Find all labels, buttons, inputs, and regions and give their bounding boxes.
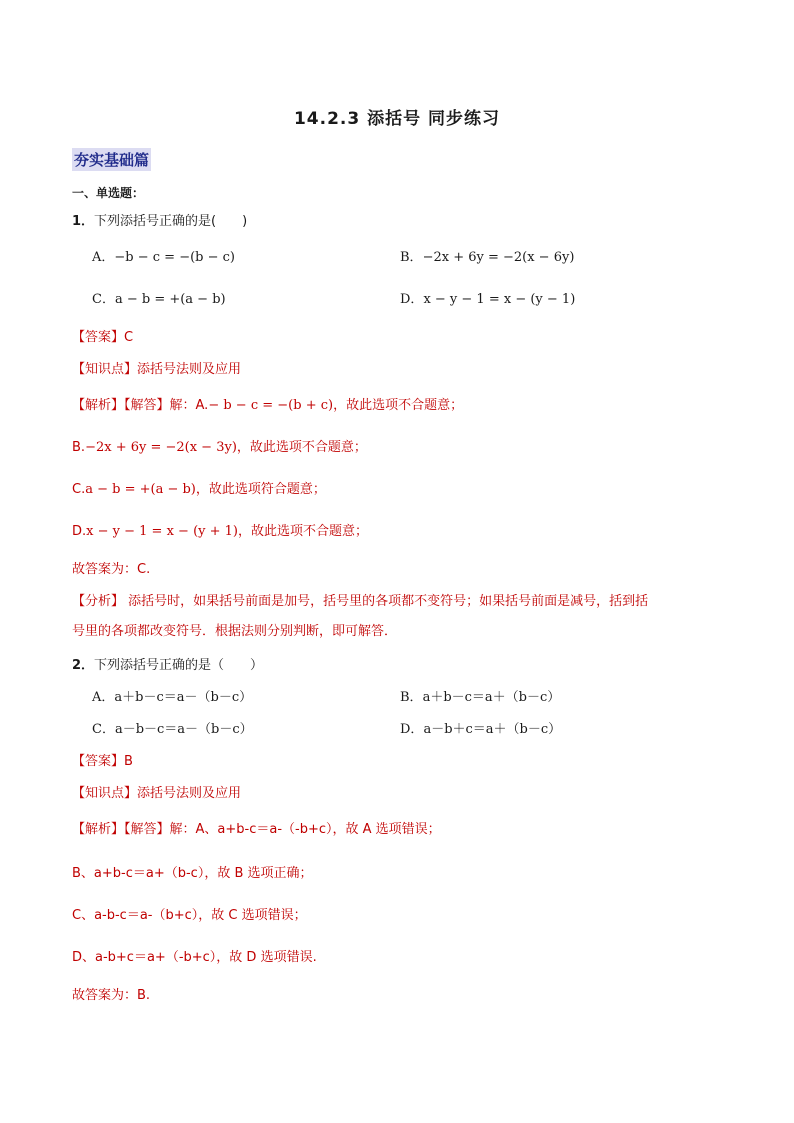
option-label: A．	[92, 690, 115, 705]
q2-analysis-line-1	[72, 818, 441, 837]
analysis-text: ，故此选项不合题意；	[237, 524, 368, 539]
q1-option-d	[400, 288, 575, 307]
q2-option-b	[400, 686, 560, 705]
knowledge-tag: 【知识点】	[72, 786, 138, 801]
option-text: −b − c = −(b − c)	[114, 250, 235, 265]
analysis-prefix: C.	[72, 482, 86, 497]
analysis-text: ，故此选项符合题意；	[195, 482, 326, 497]
option-label: A．	[92, 250, 115, 265]
analysis-text: ，故此选项不合题意；	[333, 398, 464, 413]
answer-tag: 【答案】	[72, 330, 125, 345]
question-number: 1．	[72, 214, 95, 229]
q1-option-b	[400, 246, 574, 265]
option-text: a − b = +(a − b)	[114, 292, 226, 307]
option-text: −2x + 6y = −2(x − 6y)	[422, 250, 575, 265]
analysis-prefix: D.	[72, 524, 87, 539]
fenxi-text: 添括号时，如果括号前面是加号，括号里的各项都不变符号；如果括号前面是减号，括到括	[124, 594, 649, 609]
option-label: B．	[400, 690, 423, 705]
option-text: a＋b－c＝a－（b－c）	[114, 690, 253, 705]
q1-option-a	[92, 246, 235, 265]
analysis-prefix: B.	[72, 440, 86, 455]
section-heading: 夯实基础篇	[72, 148, 151, 171]
analysis-tag: 【解析】【解答】	[72, 398, 170, 413]
fenxi-tag: 【分析】	[72, 594, 125, 609]
answer-tag: 【答案】	[72, 754, 125, 769]
q2-option-d	[400, 718, 561, 737]
q1-fenxi-line-1	[72, 590, 648, 609]
q2-analysis-line-4: D、a-b+c＝a+（-b+c），故 D 选项错误.	[72, 950, 317, 965]
q1-fenxi-line-2: 号里的各项都改变符号．根据法则分别判断，即可解答．	[72, 624, 398, 639]
page-title: 14.2.3 添括号 同步练习	[293, 109, 501, 129]
analysis-tag: 【解析】【解答】	[72, 822, 170, 837]
analysis-math: −2x + 6y = −2(x − 3y)	[85, 440, 237, 455]
option-text: x − y − 1 = x − (y − 1)	[423, 292, 576, 307]
q2-option-a	[92, 686, 252, 705]
q1-conclusion: 故答案为：C.	[72, 562, 151, 577]
option-text: a－b－c＝a－（b－c）	[114, 722, 253, 737]
q1-option-c	[92, 288, 226, 307]
subsection-heading: 一、单选题：	[72, 186, 145, 200]
analysis-text: 解：A、a+b-c＝a-（-b+c），故 A 选项错误；	[169, 822, 441, 837]
answer-value: C	[124, 330, 134, 345]
q1-analysis-line-2	[72, 436, 367, 455]
question-stem: 下列添括号正确的是( )	[94, 214, 248, 229]
analysis-text: ，故此选项不合题意；	[236, 440, 367, 455]
option-label: D．	[400, 722, 424, 737]
question-stem: 下列添括号正确的是（ ）	[94, 658, 264, 673]
question-2	[72, 654, 263, 673]
q2-knowledge	[72, 782, 241, 801]
q1-answer	[72, 326, 133, 345]
q2-answer	[72, 750, 133, 769]
q1-analysis-line-3	[72, 478, 326, 497]
q2-conclusion: 故答案为：B.	[72, 988, 151, 1003]
option-label: C．	[92, 722, 115, 737]
q2-option-c	[92, 718, 253, 737]
option-label: D．	[400, 292, 424, 307]
question-number: 2．	[72, 658, 95, 673]
q2-analysis-line-3: C、a-b-c＝a-（b+c），故 C 选项错误；	[72, 908, 307, 923]
knowledge-text: 添括号法则及应用	[137, 786, 242, 801]
analysis-math: a − b = +(a − b)	[85, 482, 196, 497]
q2-analysis-line-2: B、a+b-c＝a+（b-c），故 B 选项正确；	[72, 866, 313, 881]
option-text: a＋b－c＝a＋（b－c）	[422, 690, 561, 705]
analysis-math: − b − c = −(b + c)	[208, 398, 334, 413]
q1-analysis-line-1	[72, 394, 463, 413]
option-text: a－b＋c＝a＋（b－c）	[423, 722, 562, 737]
answer-value: B	[124, 754, 133, 769]
analysis-prefix: 解：A.	[169, 398, 209, 413]
option-label: B．	[400, 250, 423, 265]
question-1	[72, 210, 247, 229]
knowledge-tag: 【知识点】	[72, 362, 138, 377]
q1-knowledge	[72, 358, 241, 377]
option-label: C．	[92, 292, 115, 307]
analysis-math: x − y − 1 = x − (y + 1)	[86, 524, 238, 539]
knowledge-text: 添括号法则及应用	[137, 362, 242, 377]
q1-analysis-line-4	[72, 520, 368, 539]
